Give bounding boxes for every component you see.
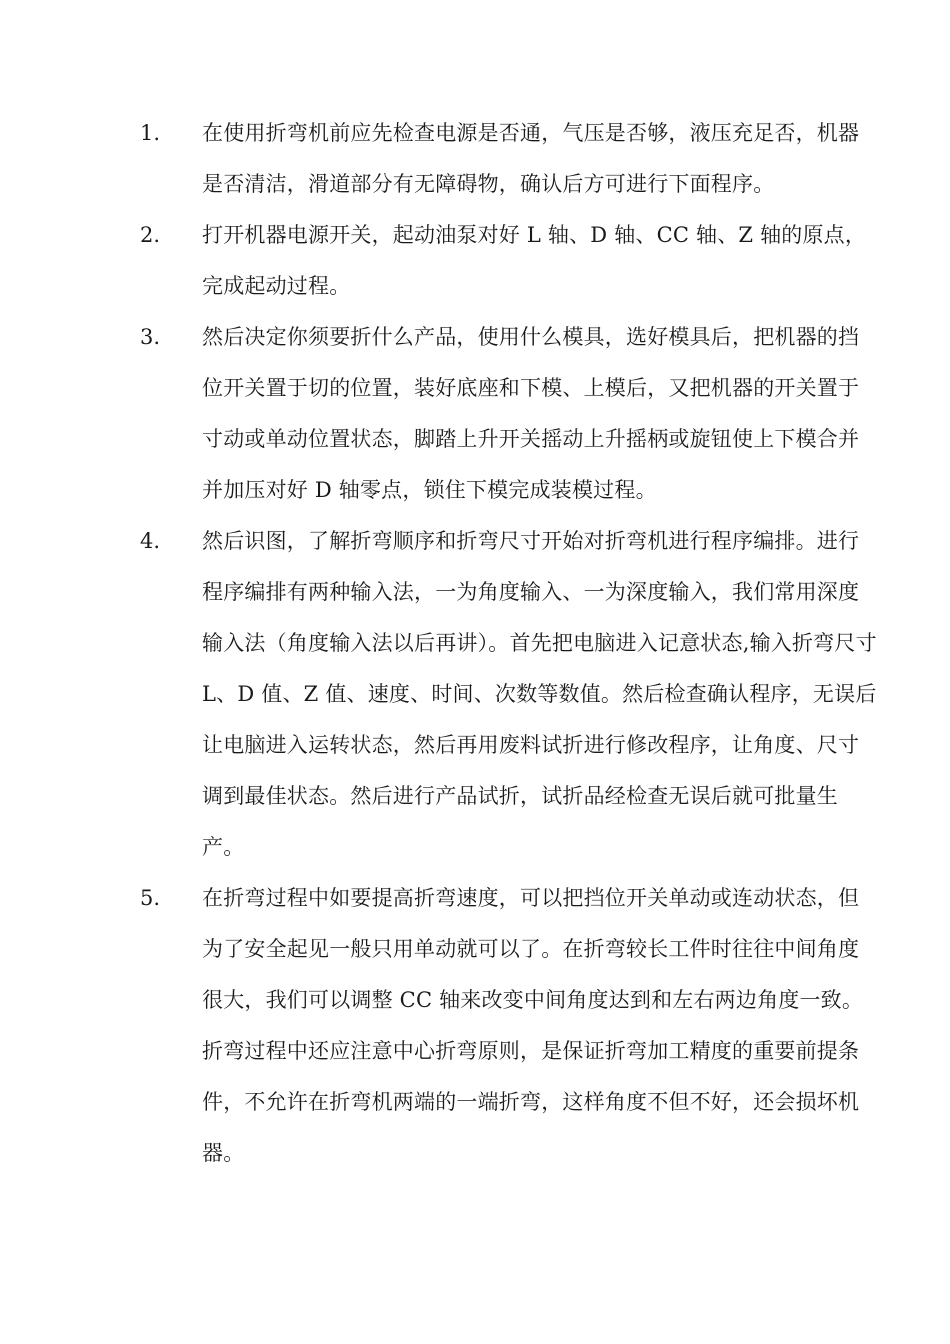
- list-item: [140, 312, 880, 516]
- item-number: 5.: [140, 886, 161, 910]
- item-number: 3.: [140, 325, 161, 349]
- instruction-list: [140, 108, 880, 1179]
- item-text: 打开机器电源开关，起动油泵对好 L 轴、D 轴、CC 轴、Z 轴的原点，完成起动过程。: [202, 223, 867, 298]
- item-number: 4.: [140, 529, 161, 553]
- list-item: [140, 108, 880, 210]
- item-text: 在折弯过程中如要提高折弯速度，可以把挡位开关单动或连动状态，但为了安全起见一般只用单动就可以了。在折弯较长工件时往往中间角度很大，我们可以调整 CC 轴来改变中间角度达到和左右两边角度一致。折弯过程中还应注意中心折弯原则，是保证折弯加工精度的重要前提条件，不允许在折弯机两端的一端折弯，这样角度不但不好，还会损坏机器。: [202, 886, 864, 1165]
- item-text: 然后决定你须要折什么产品，使用什么模具，选好模具后，把机器的挡位开关置于切的位置，装好底座和下模、上模后，又把机器的开关置于寸动或单动位置状态，脚踏上升开关摇动上升摇柄或旋钮使上下模合并并加压对好 D 轴零点，锁住下模完成装模过程。: [202, 325, 860, 502]
- list-item: [140, 516, 880, 873]
- list-item: [140, 210, 880, 312]
- item-number: 1.: [140, 121, 161, 145]
- list-item: [140, 873, 880, 1179]
- item-text: 在使用折弯机前应先检查电源是否通，气压是否够，液压充足否，机器是否清洁，滑道部分有无障碍物，确认后方可进行下面程序。: [202, 121, 860, 196]
- item-number: 2.: [140, 223, 161, 247]
- item-text: 然后识图，了解折弯顺序和折弯尺寸开始对折弯机进行程序编排。进行程序编排有两种输入法，一为角度输入、一为深度输入，我们常用深度输入法（角度输入法以后再讲）。首先把电脑进入记意状态,输入折弯尺寸 L、D 值、Z 值、速度、时间、次数等数值。然后检查确认程序，无误后让电脑进入运转状态，然后再用废料试折进行修改程序，让角度、尺寸调到最佳状态。然后进行产品试折，试折品经检查无误后就可批量生产。: [202, 529, 877, 859]
